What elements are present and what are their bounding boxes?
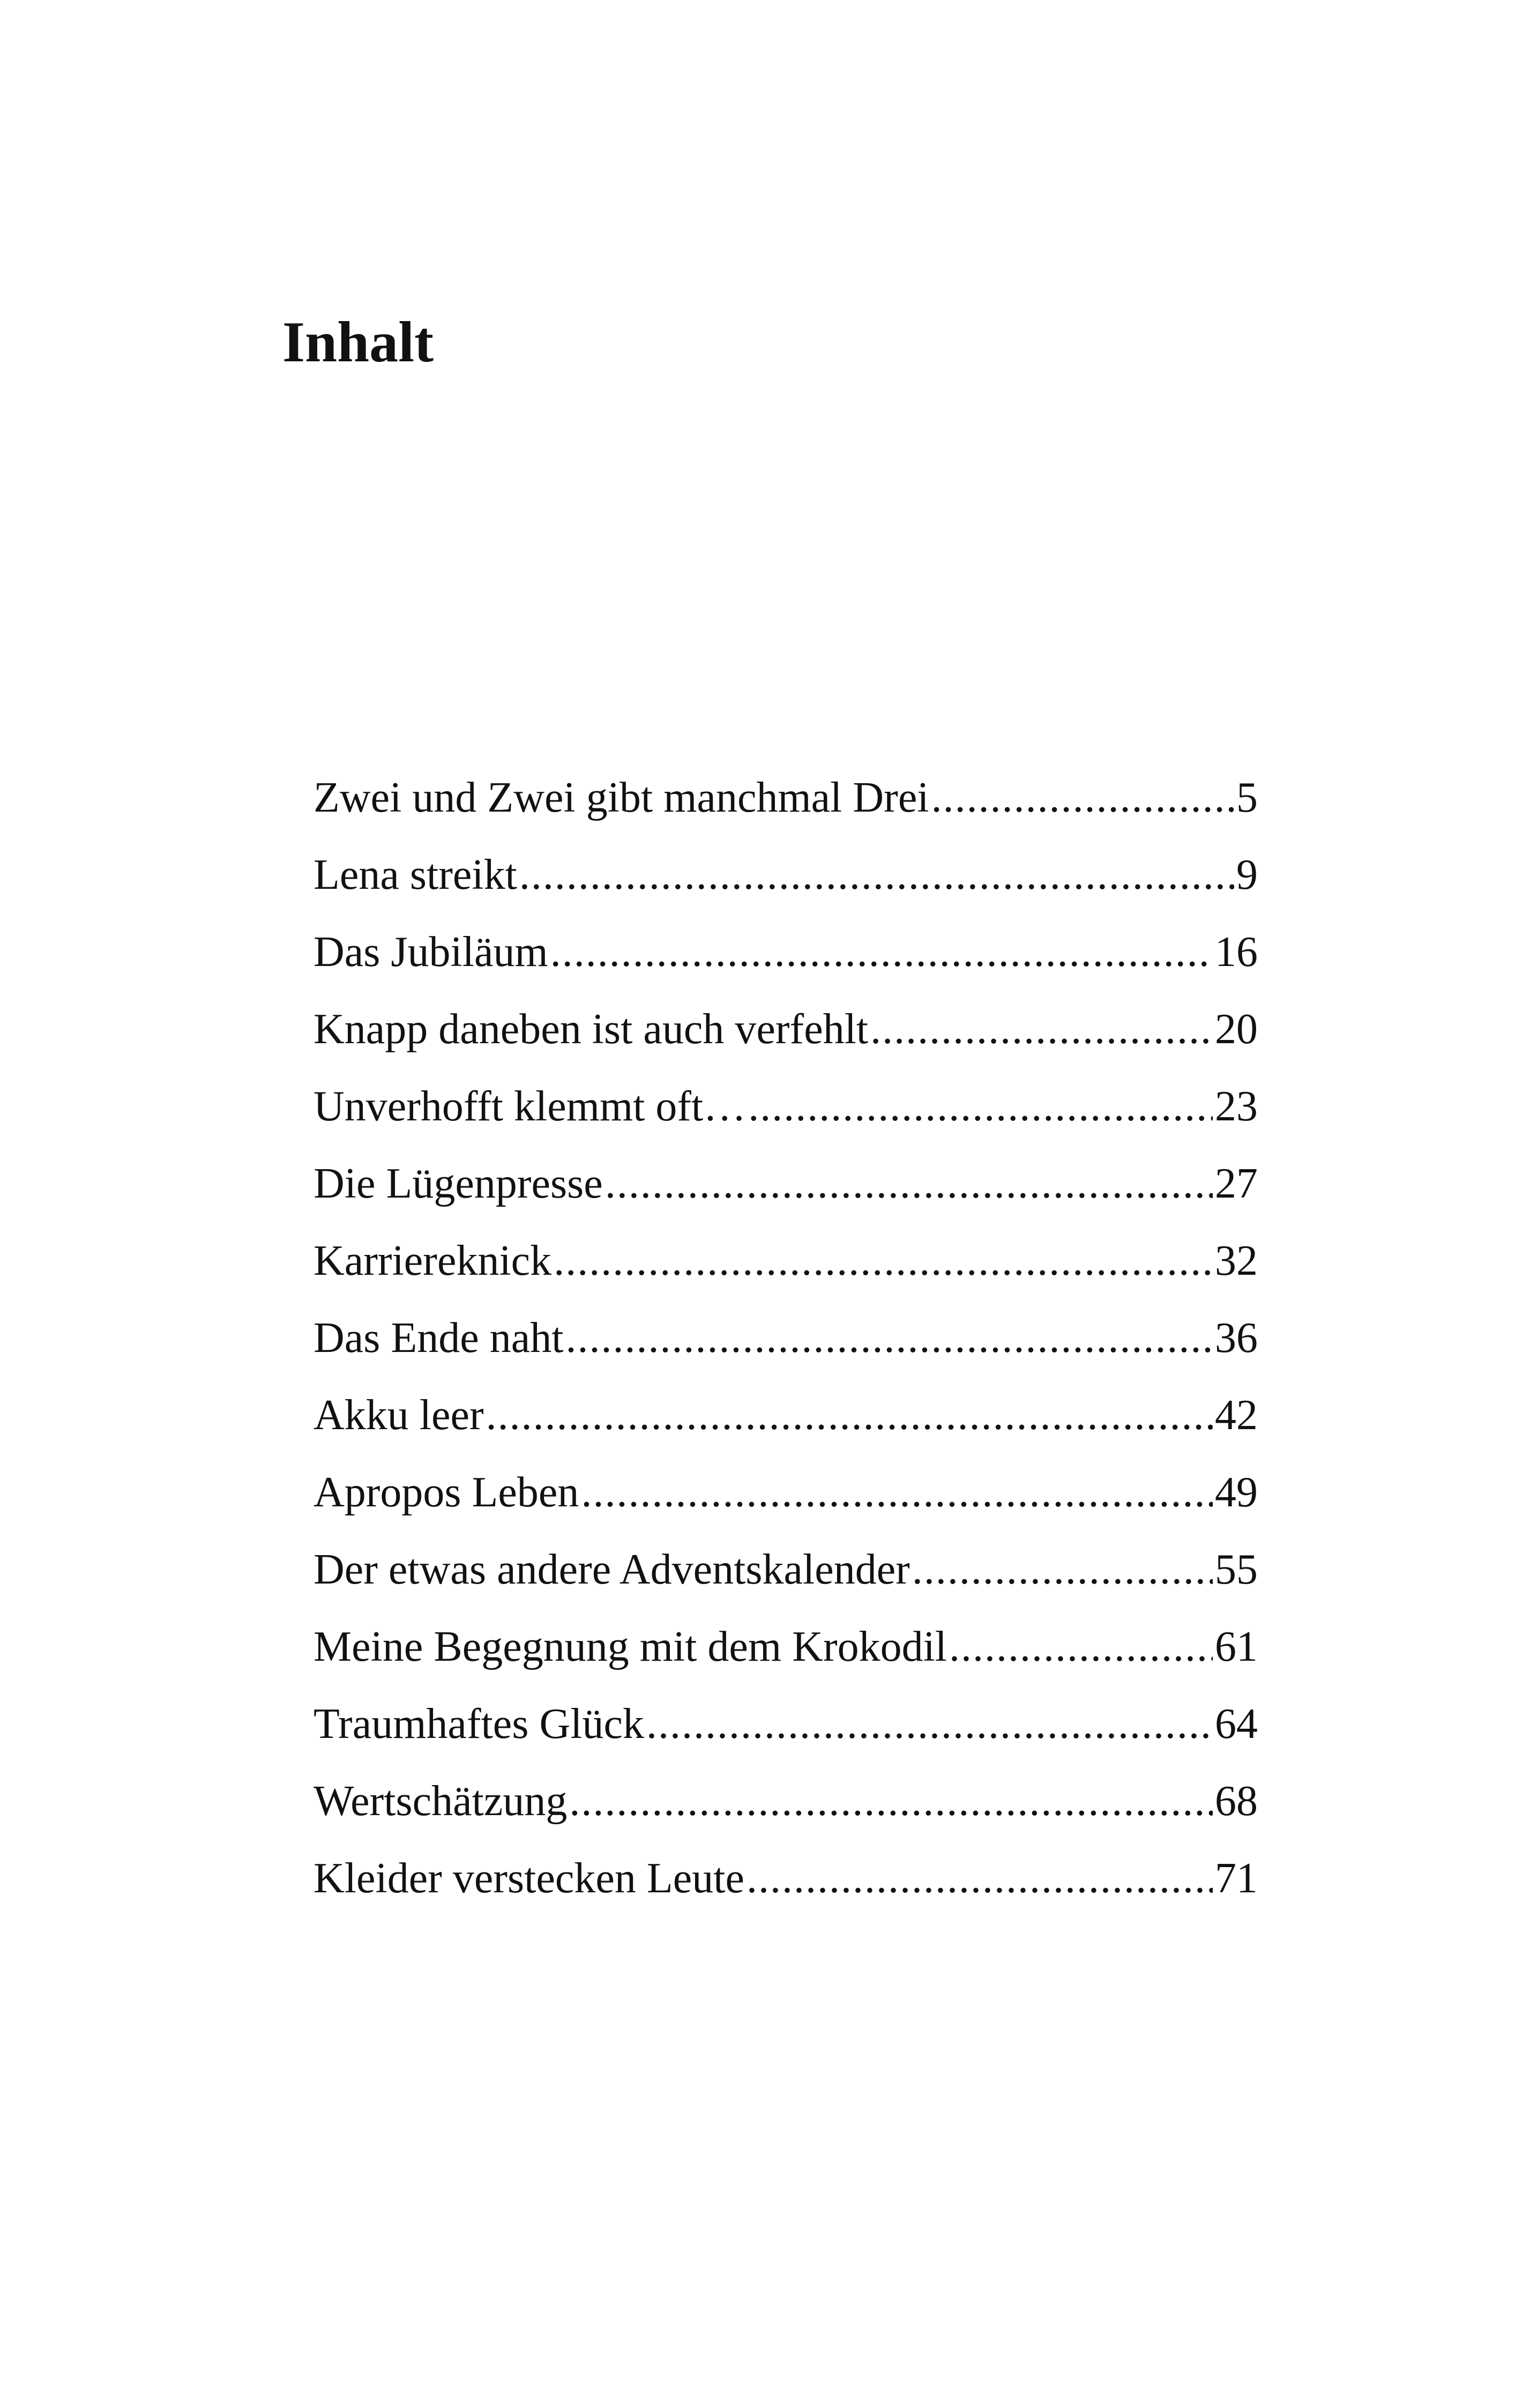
toc-entry-page: 16 [1215, 928, 1258, 976]
toc-dot-leader [748, 1085, 1213, 1128]
toc-entry-page: 5 [1236, 774, 1258, 821]
toc-entry-page: 49 [1215, 1469, 1258, 1516]
toc-entry-page: 20 [1215, 1006, 1258, 1053]
toc-dot-leader [569, 1780, 1213, 1823]
toc-entry[interactable] [313, 928, 1258, 1008]
toc-entry[interactable] [313, 1162, 1258, 1239]
toc-entry-title: Akku leer [313, 1392, 484, 1439]
toc-entry[interactable] [313, 1394, 1258, 1471]
toc-entry-title: Traumhaftes Glück [313, 1700, 644, 1748]
toc-entry-title: Apropos Leben [313, 1469, 579, 1516]
toc-entry-title: Wertschätzung [313, 1778, 568, 1825]
toc-entry-page: 61 [1215, 1623, 1258, 1670]
toc-entry-page: 71 [1215, 1855, 1258, 1902]
toc-entry-title: Meine Begegnung mit dem Krokodil [313, 1623, 947, 1670]
toc-entry-title: Unverhofft klemmt oft… [313, 1083, 746, 1130]
toc-entry[interactable] [313, 1085, 1258, 1162]
toc-entry[interactable] [313, 1857, 1258, 1934]
toc-entry[interactable] [313, 1314, 1258, 1394]
toc-entry-title: Knapp daneben ist auch verfehlt [313, 1006, 869, 1053]
toc-entry-page: 55 [1215, 1546, 1258, 1593]
toc-entry-title: Karriereknick [313, 1237, 552, 1284]
toc-entry-page: 42 [1215, 1392, 1258, 1439]
toc-dot-leader [566, 1317, 1213, 1359]
toc-dot-leader [870, 1008, 1213, 1051]
toc-dot-leader [931, 776, 1234, 819]
toc-entry-title: Das Jubiläum [313, 928, 548, 976]
toc-dot-leader [581, 1471, 1213, 1514]
page-title: Inhalt [282, 310, 434, 374]
toc-dot-leader [949, 1625, 1213, 1668]
toc-dot-leader [519, 853, 1234, 896]
toc-dot-leader [912, 1548, 1213, 1591]
toc-entry[interactable] [313, 1625, 1258, 1703]
toc-dot-leader [605, 1162, 1213, 1205]
toc-dot-leader [554, 1239, 1213, 1282]
toc-entry-page: 23 [1215, 1083, 1258, 1130]
toc-entry-page: 32 [1215, 1237, 1258, 1284]
toc-entry-page: 36 [1215, 1314, 1258, 1362]
toc-dot-leader [486, 1394, 1213, 1437]
toc-entry-title: Zwei und Zwei gibt manchmal Drei [313, 774, 929, 821]
toc-entry[interactable] [313, 1471, 1258, 1548]
toc-entry-title: Der etwas andere Adventskalender [313, 1546, 910, 1593]
table-of-contents [313, 776, 1258, 1934]
toc-entry[interactable] [313, 776, 1258, 853]
toc-entry-page: 68 [1215, 1778, 1258, 1825]
toc-dot-leader [646, 1703, 1213, 1745]
toc-entry[interactable] [313, 1700, 1258, 1780]
toc-entry[interactable] [313, 1548, 1258, 1625]
toc-entry-title: Lena streikt [313, 851, 517, 898]
toc-dot-leader [550, 931, 1213, 973]
toc-entry[interactable] [313, 1780, 1258, 1857]
toc-entry[interactable] [313, 1008, 1258, 1085]
toc-entry-title: Das Ende naht [313, 1314, 564, 1362]
toc-entry-page: 27 [1215, 1160, 1258, 1207]
toc-entry-page: 64 [1215, 1700, 1258, 1748]
toc-entry[interactable] [313, 1239, 1258, 1317]
toc-entry-title: Kleider verstecken Leute [313, 1855, 745, 1902]
toc-dot-leader [746, 1857, 1213, 1900]
toc-entry-title: Die Lügenpresse [313, 1160, 603, 1207]
toc-entry[interactable] [313, 853, 1258, 931]
toc-entry-page: 9 [1236, 851, 1258, 898]
